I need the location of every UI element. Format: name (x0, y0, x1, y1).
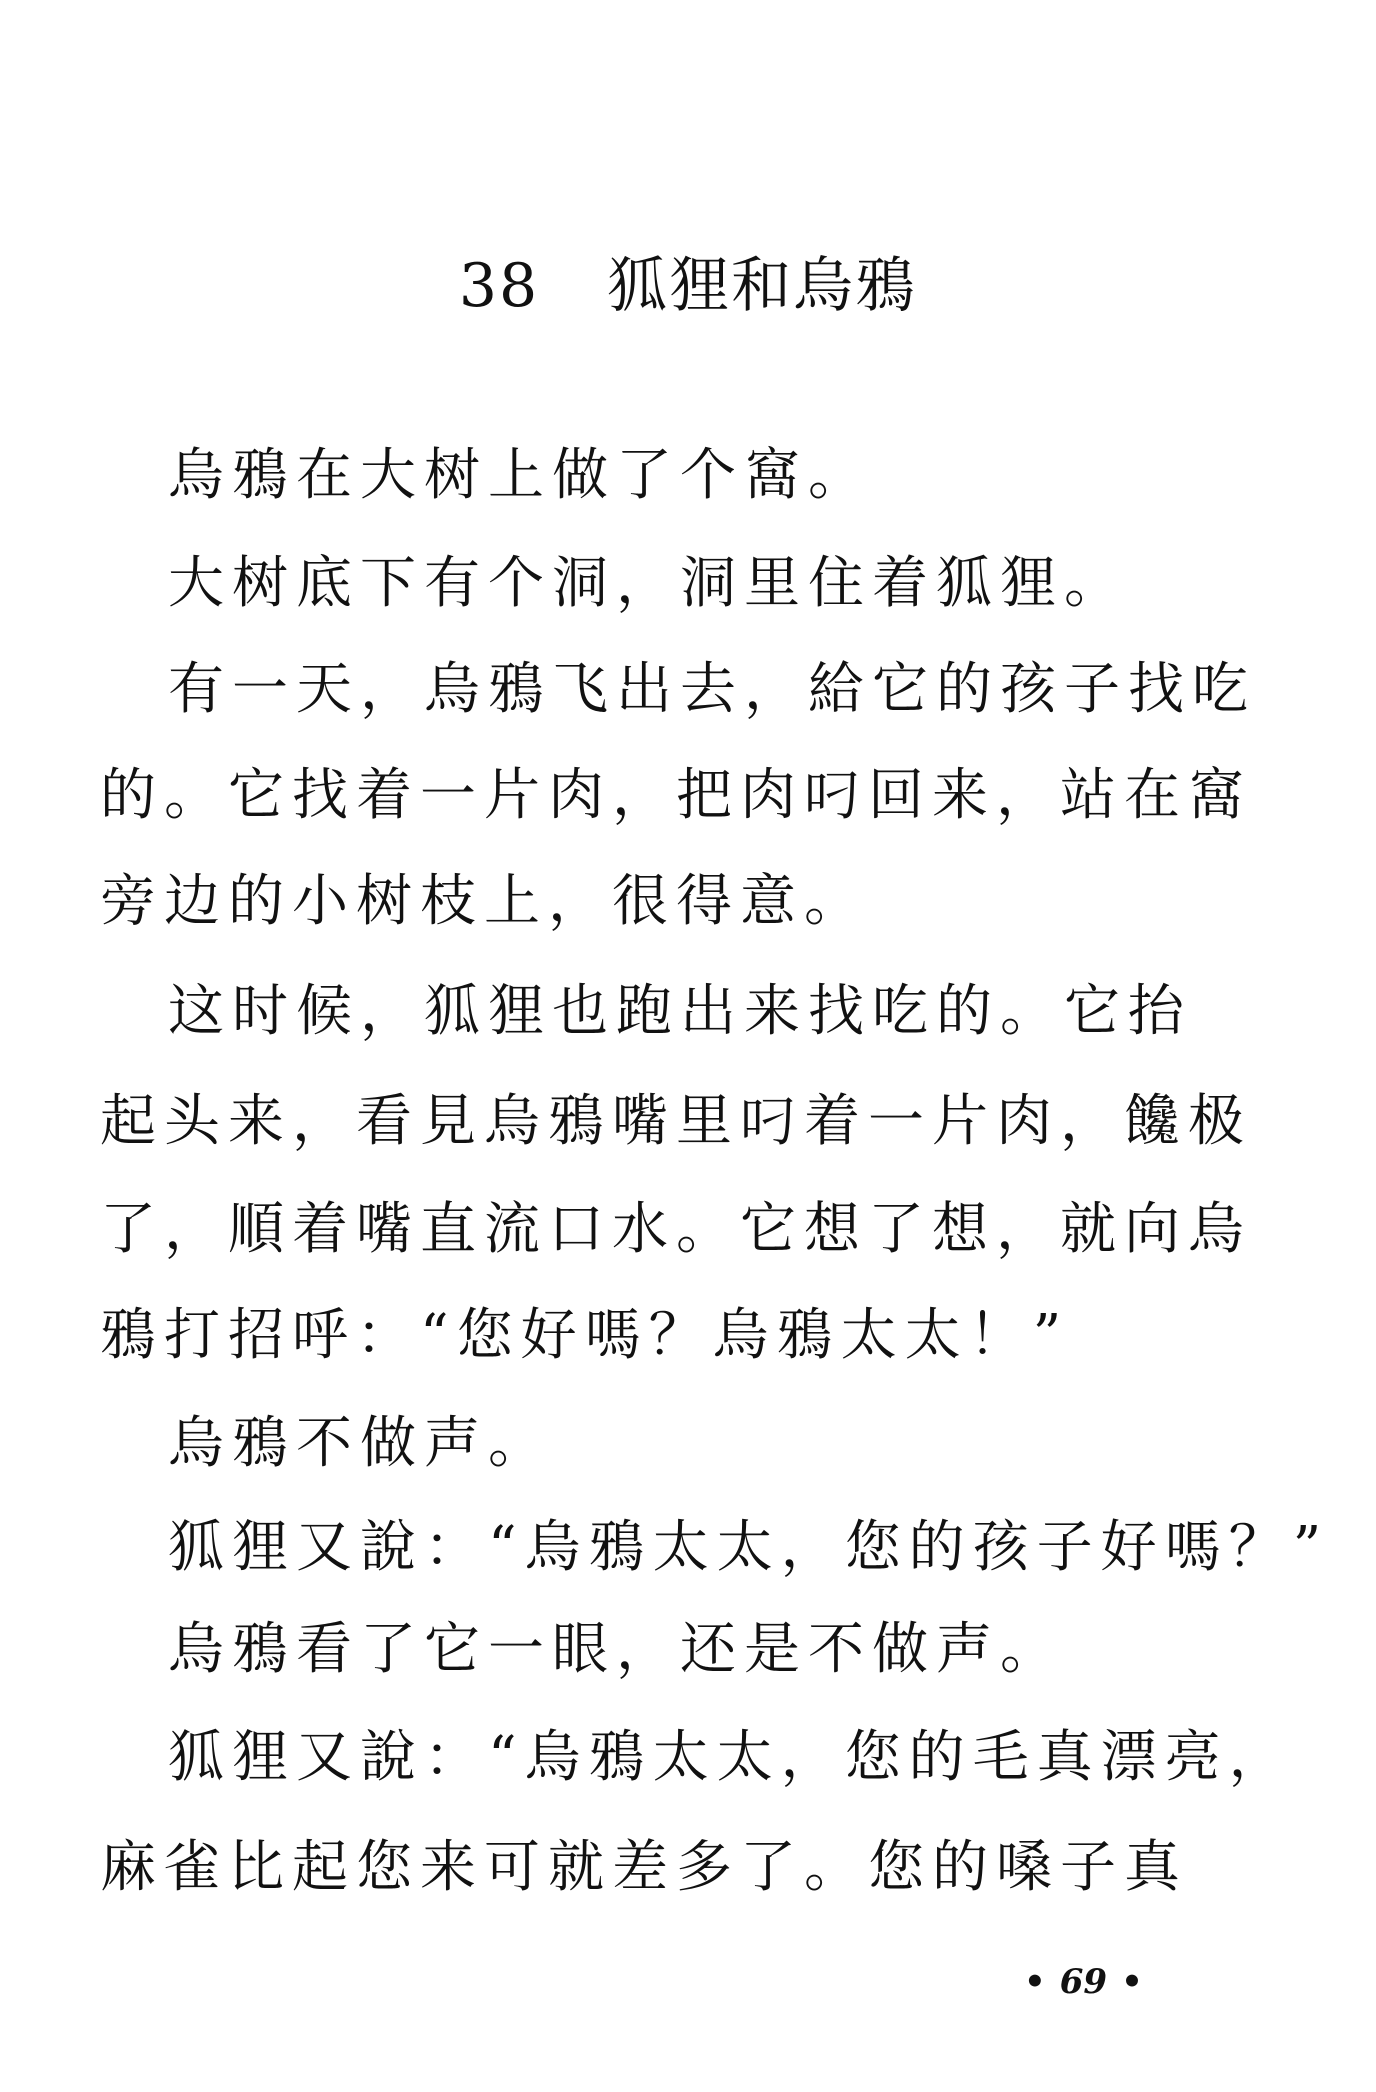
page-footer (1010, 1962, 1157, 2002)
text-line: 有一天，烏鴉飞出去，給它的孩子找吃 (168, 657, 1256, 722)
text-line: 的。它找着一片肉，把肉叼回来，站在窩 (100, 763, 1252, 828)
text-line: 烏鴉看了它一眼，还是不做声。 (168, 1617, 1064, 1682)
chapter-number: 38 (458, 251, 540, 321)
footer-dot-right: • (1121, 1962, 1143, 2002)
chapter-title: 狐狸和烏鴉 (607, 251, 918, 321)
text-line: 这时候，狐狸也跑出来找吃的。它抬 (168, 979, 1192, 1044)
text-line: 狐狸又說：“烏鴉太太，您的毛真漂亮， (168, 1725, 1293, 1790)
text-line: 烏鴉不做声。 (168, 1411, 552, 1476)
text-line: 狐狸又說：“烏鴉太太，您的孩子好嗎？” (168, 1515, 1330, 1580)
page-number: 69 (1059, 1962, 1108, 2002)
text-line: 了，順着嘴直流口水。它想了想，就向烏 (100, 1197, 1252, 1262)
footer-dot-left: • (1024, 1962, 1046, 2002)
text-line: 旁边的小树枝上，很得意。 (100, 869, 868, 934)
text-line: 鴉打招呼：“您好嗎？烏鴉太太！” (100, 1303, 1070, 1368)
chapter-heading (0, 238, 1376, 324)
text-line: 烏鴉在大树上做了个窩。 (168, 443, 872, 508)
text-line: 大树底下有个洞，洞里住着狐狸。 (168, 551, 1128, 616)
text-line: 麻雀比起您来可就差多了。您的嗓子真 (100, 1835, 1188, 1900)
text-line: 起头来，看見烏鴉嘴里叼着一片肉，饞极 (100, 1089, 1252, 1154)
